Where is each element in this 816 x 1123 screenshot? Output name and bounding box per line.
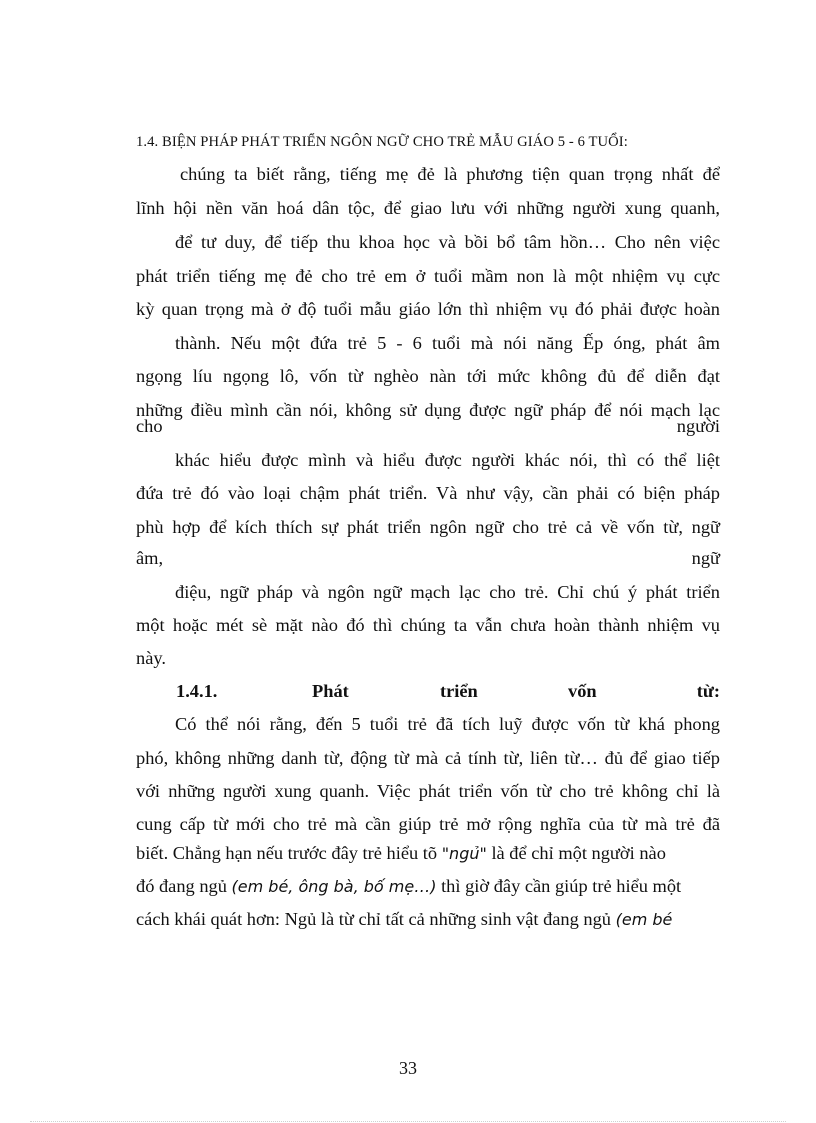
split-line-right: người bbox=[676, 416, 720, 436]
split-line bbox=[136, 414, 720, 438]
paragraph-line: kỳ quan trọng mà ở độ tuổi mẫu giáo lớn thì nhiệm vụ đó phải được hoàn bbox=[136, 299, 720, 319]
quoted-word: "ngủ" bbox=[441, 844, 487, 863]
paragraph-line: những điều mình cần nói, không sử dụng được ngữ pháp để nói mạch lạc bbox=[136, 400, 720, 420]
paragraph-line: thành. Nếu một đứa trẻ 5 - 6 tuổi mà nói năng Ếp óng, phát âm bbox=[175, 333, 720, 353]
subheading-word: từ: bbox=[696, 681, 720, 701]
subheading bbox=[176, 679, 720, 703]
paragraph-line: một hoặc mét sè mặt nào đó thì chúng ta vẫn chưa hoàn thành nhiệm vụ bbox=[136, 615, 720, 635]
paragraph-line: ngọng líu ngọng lô, vốn từ nghèo nàn tới mức không đủ để diễn đạt bbox=[136, 366, 720, 386]
paragraph-line: biết. Chẳng hạn nếu trước đây trẻ hiểu tõ "ngủ" là để chỉ một người nào bbox=[136, 843, 666, 863]
subheading-word: triển bbox=[440, 681, 478, 701]
paragraph-line: đó đang ngủ (em bé, ông bà, bố mẹ…) thì giờ đây cần giúp trẻ hiểu một bbox=[136, 876, 682, 896]
paragraph-line: phó, không những danh từ, động từ mà cả tính từ, liên từ… đủ để giao tiếp bbox=[136, 748, 720, 768]
paragraph-line: điệu, ngữ pháp và ngôn ngữ mạch lạc cho trẻ. Chỉ chú ý phát triển bbox=[175, 582, 720, 602]
split-line-right: ngữ bbox=[691, 548, 720, 568]
paragraph-line: phát triển tiếng mẹ đẻ cho trẻ em ở tuổi mầm non là một nhiệm vụ cực bbox=[136, 266, 720, 286]
paragraph-line: Có thể nói rằng, đến 5 tuổi trẻ đã tích luỹ được vốn từ khá phong bbox=[175, 714, 720, 734]
paragraph-line: khác hiểu được mình và hiểu được người khác nói, thì có thể liệt bbox=[175, 450, 720, 470]
example-list: (em bé, ông bà, bố mẹ…) bbox=[231, 877, 437, 896]
paragraph-line: cung cấp từ mới cho trẻ mà cần giúp trẻ mở rộng nghĩa của từ mà trẻ đã bbox=[136, 814, 720, 834]
split-line-left: cho bbox=[136, 416, 163, 436]
paragraph-line: lĩnh hội nền văn hoá dân tộc, để giao lưu với những người xung quanh, bbox=[136, 198, 720, 218]
paragraph-line: đứa trẻ đó vào loại chậm phát triển. Và như vậy, cần phải có biện pháp bbox=[136, 483, 720, 503]
split-line bbox=[136, 546, 720, 570]
paragraph-line: phù hợp để kích thích sự phát triển ngôn ngữ cho trẻ cả về vốn từ, ngữ bbox=[136, 517, 720, 537]
subheading-word: vốn bbox=[568, 681, 597, 701]
example-list: (em bé bbox=[615, 910, 673, 929]
section-heading: 1.4. BIỆN PHÁP PHÁT TRIỂN NGÔN NGỮ CHO TRẺ MẪU GIÁO 5 - 6 TUỔI: bbox=[136, 134, 628, 150]
subheading-word: Phát bbox=[312, 681, 349, 701]
split-line-left: âm, bbox=[136, 548, 164, 568]
paragraph-line: với những người xung quanh. Việc phát triển vốn từ cho trẻ không chỉ là bbox=[136, 781, 720, 801]
paragraph-line: cách khái quát hơn: Ngủ là từ chỉ tất cả những sinh vật đang ngủ (em bé bbox=[136, 909, 673, 929]
subheading-number: 1.4.1. bbox=[176, 681, 218, 701]
paragraph-line: để tư duy, để tiếp thu khoa học và bồi bổ tâm hồn… Cho nên việc bbox=[175, 232, 720, 252]
page-number: 33 bbox=[399, 1058, 417, 1078]
page-bottom-divider bbox=[30, 1121, 786, 1122]
paragraph-line: này. bbox=[136, 648, 166, 668]
paragraph-line: chúng ta biết rằng, tiếng mẹ đẻ là phương tiện quan trọng nhất để bbox=[180, 164, 720, 184]
